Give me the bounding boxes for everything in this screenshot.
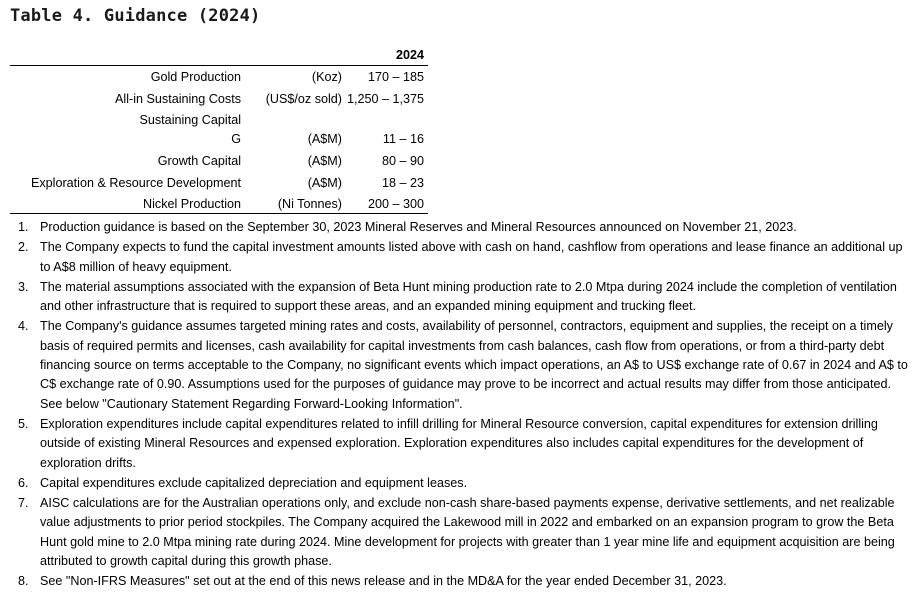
row-value: 170 – 185 <box>367 70 424 84</box>
table-row <box>10 92 428 110</box>
row-unit: (A$M) <box>307 154 342 168</box>
footnote <box>18 317 910 414</box>
row-value: 80 – 90 <box>381 154 424 168</box>
table-row <box>10 113 428 131</box>
footnote-number: 5. <box>18 416 29 431</box>
year-column-header: 2024 <box>395 48 424 62</box>
table-header-row <box>10 46 428 66</box>
footnote-number: 1. <box>18 220 29 234</box>
footnote <box>18 218 910 237</box>
footnote <box>18 238 910 277</box>
row-label: All-in Sustaining Costs <box>115 92 241 106</box>
footnote <box>18 278 910 317</box>
row-label: Growth Capital <box>157 154 241 168</box>
row-value: 11 – 16 <box>382 132 424 146</box>
row-label: Nickel Production <box>143 197 241 211</box>
row-unit: (US$/oz sold) <box>265 92 342 106</box>
row-unit: (A$M) <box>307 176 342 190</box>
row-label: Sustaining Capital <box>139 113 241 127</box>
row-unit: (A$M) <box>307 132 342 146</box>
footnote-number: 8. <box>18 574 29 589</box>
table-row <box>10 176 428 194</box>
footnote-number: 2. <box>18 240 29 255</box>
footnote-text: Exploration expenditures include capital expenditures related to infill drilling for Mineral Resource conversion, capital expenditures for extension drilling outside of existing Mineral Resources and expensed exploration. Exploration expenditures also includes capital expenditures for the development of exploration drifts. <box>40 416 878 470</box>
footnote <box>18 415 910 473</box>
footnote-text: AISC calculations are for the Australian operations only, and exclude non-cash share-based payments expense, derivative settlements, and net realizable value adjustments to prior period stockpiles. The Company acquired the Lakewood mill in 2022 and embarked on an expansion program to grow the Beta Hunt gold mine to 2.0 Mtpa mining rate during 2024. Mine development for projects with greater than 1 year mine life and equipment acquisition are being attributed to growth capital during this growth phase. <box>40 495 895 569</box>
guidance-table <box>10 46 428 211</box>
footnote <box>18 494 910 572</box>
footnotes-list <box>18 218 910 592</box>
footnote <box>18 474 910 493</box>
table-row <box>10 132 428 150</box>
footnote-text: See "Non-IFRS Measures" set out at the end of this news release and in the MD&A for the year ended December 31, 2023. <box>40 574 727 589</box>
footnote-number: 7. <box>18 495 29 510</box>
table-bottom-rule <box>10 213 428 214</box>
row-value: 18 – 23 <box>381 176 424 190</box>
table-row <box>10 154 428 172</box>
footnote-number: 6. <box>18 475 29 490</box>
footnote-text: The material assumptions associated with the expansion of Beta Hunt mining production rate to 2.0 Mtpa during 2024 include the completion of ventilation and other infrastructure that is required to support these areas, and an expanded mining equipment and trucking fleet. <box>40 279 897 313</box>
row-label: Gold Production <box>150 70 241 84</box>
row-label: G <box>231 132 241 146</box>
footnote <box>18 572 910 591</box>
footnote-text: The Company's guidance assumes targeted mining rates and costs, availability of personnel, contractors, equipment and supplies, the receipt on a timely basis of required permits and licenses, cash availability for capital investments from cash balances, cash flow from operations, or from a third-party debt financing source on terms acceptable to the Company, no significant events which impact operations, an A$ to US$ exchange rate of 0.67 in 2024 and A$ to C$ exchange rate of 0.90. Assumptions used for the purposes of guidance may prove to be incorrect and actual results may differ from those anticipated. See below "Cautionary Statement Regarding Forward-Looking Information". <box>40 319 908 411</box>
row-unit: (Koz) <box>311 70 342 84</box>
row-label: Exploration & Resource Development <box>30 176 241 190</box>
footnote-number: 3. <box>18 279 29 294</box>
row-value: 200 – 300 <box>367 197 424 211</box>
footnote-text: Capital expenditures exclude capitalized depreciation and equipment leases. <box>40 475 468 490</box>
footnote-text: Production guidance is based on the September 30, 2023 Mineral Reserves and Mineral Resources announced on November 21, 2023. <box>40 220 797 234</box>
page-title: Table 4. Guidance (2024) <box>10 6 261 26</box>
footnote-number: 4. <box>18 319 29 334</box>
table-row <box>10 70 428 88</box>
row-value: 1,250 – 1,375 <box>346 92 424 106</box>
footnote-text: The Company expects to fund the capital investment amounts listed above with cash on hand, cashflow from operations and lease finance an additional up to A$8 million of heavy equipment. <box>40 240 903 274</box>
row-unit: (Ni Tonnes) <box>277 197 342 211</box>
